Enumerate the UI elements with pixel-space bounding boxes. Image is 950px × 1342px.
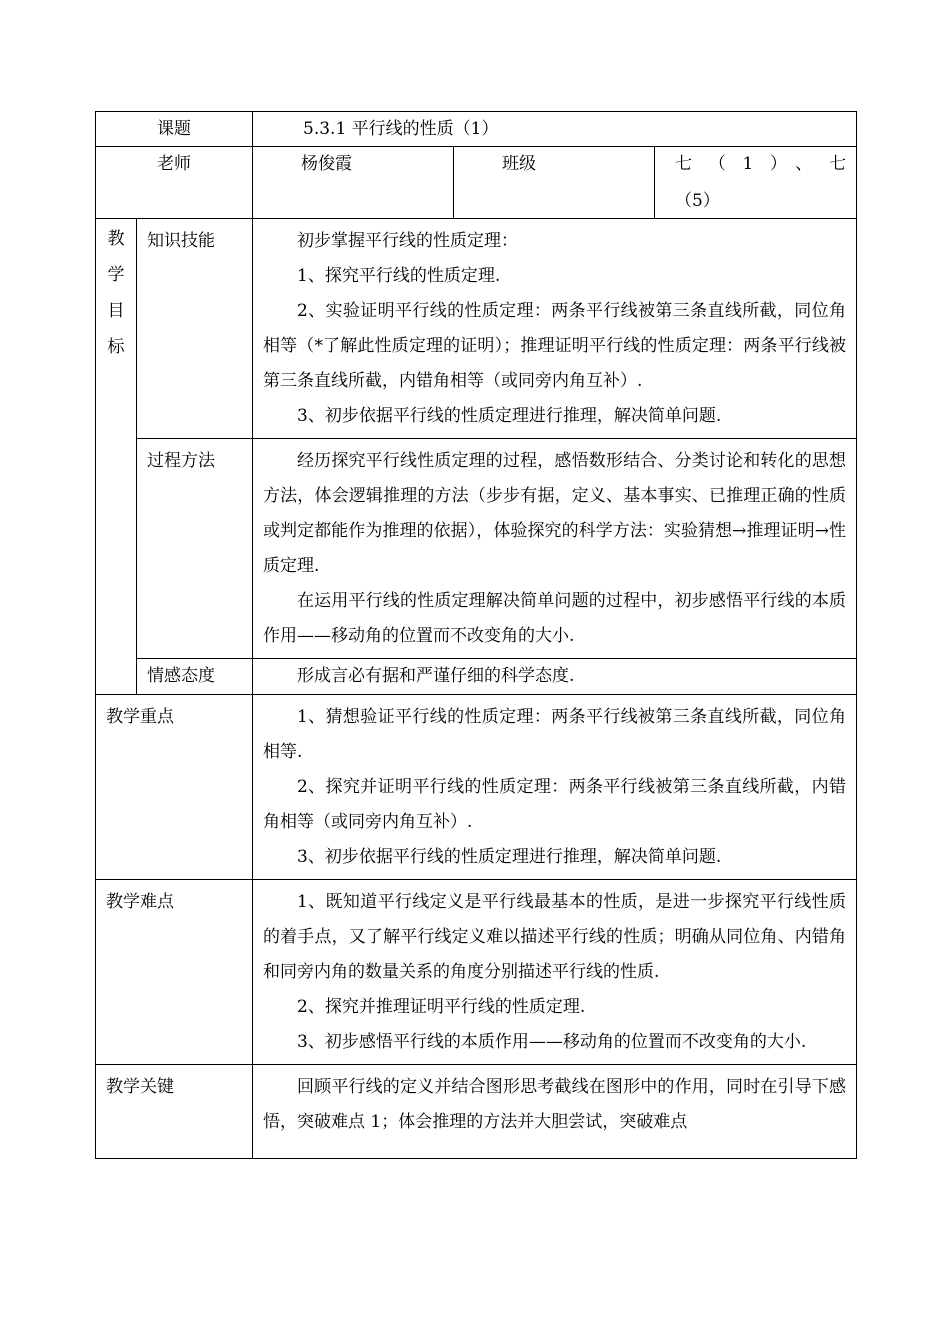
emotion-label: 情感态度 <box>147 666 215 686</box>
objectives-label-cell <box>96 219 137 695</box>
difficulties-content-cell <box>253 880 857 1065</box>
difficulties-label: 教学难点 <box>106 892 174 912</box>
objectives-label-char: 教 <box>107 229 125 249</box>
process-paragraph: 经历探究平行线性质定理的过程，感悟数形结合、分类讨论和转化的思想方法，体会逻辑推理的方法（步步有据，定义、基本事实、已推理正确的性质或判定都能作为推理的依据），体验探究的科学方法：实验猜想→推理证明→性质定理. <box>263 451 847 576</box>
key-points-content <box>253 695 856 879</box>
difficulties-row <box>96 880 857 1065</box>
topic-row <box>96 112 857 147</box>
difficulties-content <box>253 880 856 1064</box>
key-points-label-cell <box>96 695 253 880</box>
difficulties-paragraph: 2、探究并推理证明平行线的性质定理. <box>297 997 586 1017</box>
process-content <box>253 439 856 658</box>
teacher-row <box>96 147 857 219</box>
key-to-teaching-row <box>96 1065 857 1159</box>
key-points-content-cell <box>253 695 857 880</box>
knowledge-paragraph: 初步掌握平行线的性质定理： <box>297 231 518 251</box>
key-points-paragraph: 1、猜想验证平行线的性质定理：两条平行线被第三条直线所截，同位角相等. <box>263 707 847 762</box>
lesson-plan-table <box>95 111 857 1159</box>
objectives-label-char: 标 <box>107 337 125 357</box>
knowledge-label: 知识技能 <box>147 231 215 251</box>
objective-process-row <box>96 439 857 659</box>
class-value-line2: （5） <box>675 191 720 211</box>
key-to-teaching-paragraph: 回顾平行线的定义并结合图形思考截线在图形中的作用，同时在引导下感悟，突破难点 1；体会推理的方法并大胆尝试，突破难点 <box>263 1077 847 1132</box>
difficulties-paragraph: 1、既知道平行线定义是平行线最基本的性质，是进一步探究平行线性质的着手点，又了解平行线定义难以描述平行线的性质；明确从同位角、内错角和同旁内角的数量关系的角度分别描述平行线的性质. <box>263 892 847 982</box>
knowledge-paragraph: 1、探究平行线的性质定理. <box>297 266 501 286</box>
objectives-label <box>96 219 136 365</box>
knowledge-content <box>253 219 856 438</box>
objective-knowledge-row <box>96 219 857 439</box>
knowledge-paragraph: 3、初步依据平行线的性质定理进行推理，解决简单问题. <box>297 406 722 426</box>
process-content-cell <box>253 439 857 659</box>
class-value-cell <box>655 147 857 219</box>
objectives-label-char: 学 <box>107 265 125 285</box>
objective-emotion-row <box>96 659 857 695</box>
teacher-label-cell <box>96 147 253 219</box>
key-to-teaching-content-cell <box>253 1065 857 1159</box>
class-label: 班级 <box>502 154 536 174</box>
key-points-paragraph: 3、初步依据平行线的性质定理进行推理，解决简单问题. <box>297 847 722 867</box>
topic-label: 课题 <box>157 119 191 139</box>
key-to-teaching-label-cell <box>96 1065 253 1159</box>
knowledge-content-cell <box>253 219 857 439</box>
process-paragraph: 在运用平行线的性质定理解决简单问题的过程中，初步感悟平行线的本质作用——移动角的位置而不改变角的大小. <box>263 591 847 646</box>
teacher-name: 杨俊霞 <box>301 154 352 174</box>
key-to-teaching-content <box>253 1065 856 1144</box>
difficulties-label-cell <box>96 880 253 1065</box>
teacher-label: 老师 <box>157 154 191 174</box>
knowledge-label-cell <box>137 219 253 439</box>
teacher-name-cell <box>253 147 454 219</box>
key-to-teaching-label: 教学关键 <box>106 1077 174 1097</box>
topic-value-cell <box>253 112 857 147</box>
objectives-label-char: 目 <box>107 301 125 321</box>
difficulties-paragraph: 3、初步感悟平行线的本质作用——移动角的位置而不改变角的大小. <box>297 1032 807 1052</box>
topic-label-cell <box>96 112 253 147</box>
process-label: 过程方法 <box>147 451 215 471</box>
emotion-content <box>253 659 856 694</box>
class-label-cell <box>454 147 655 219</box>
key-points-row <box>96 695 857 880</box>
emotion-paragraph: 形成言必有据和严谨仔细的科学态度. <box>297 666 575 686</box>
emotion-content-cell <box>253 659 857 695</box>
key-points-paragraph: 2、探究并证明平行线的性质定理：两条平行线被第三条直线所截，内错角相等（或同旁内角互补）. <box>263 777 847 832</box>
key-points-label: 教学重点 <box>106 707 174 727</box>
topic-value: 5.3.1 平行线的性质（1） <box>303 119 499 139</box>
knowledge-paragraph: 2、实验证明平行线的性质定理：两条平行线被第三条直线所截，同位角相等（*了解此性质定理的证明）；推理证明平行线的性质定理：两条平行线被第三条直线所截，内错角相等（或同旁内角互补）. <box>263 301 847 391</box>
emotion-label-cell <box>137 659 253 695</box>
class-value-line1: 七（1）、七 <box>675 154 847 174</box>
process-label-cell <box>137 439 253 659</box>
